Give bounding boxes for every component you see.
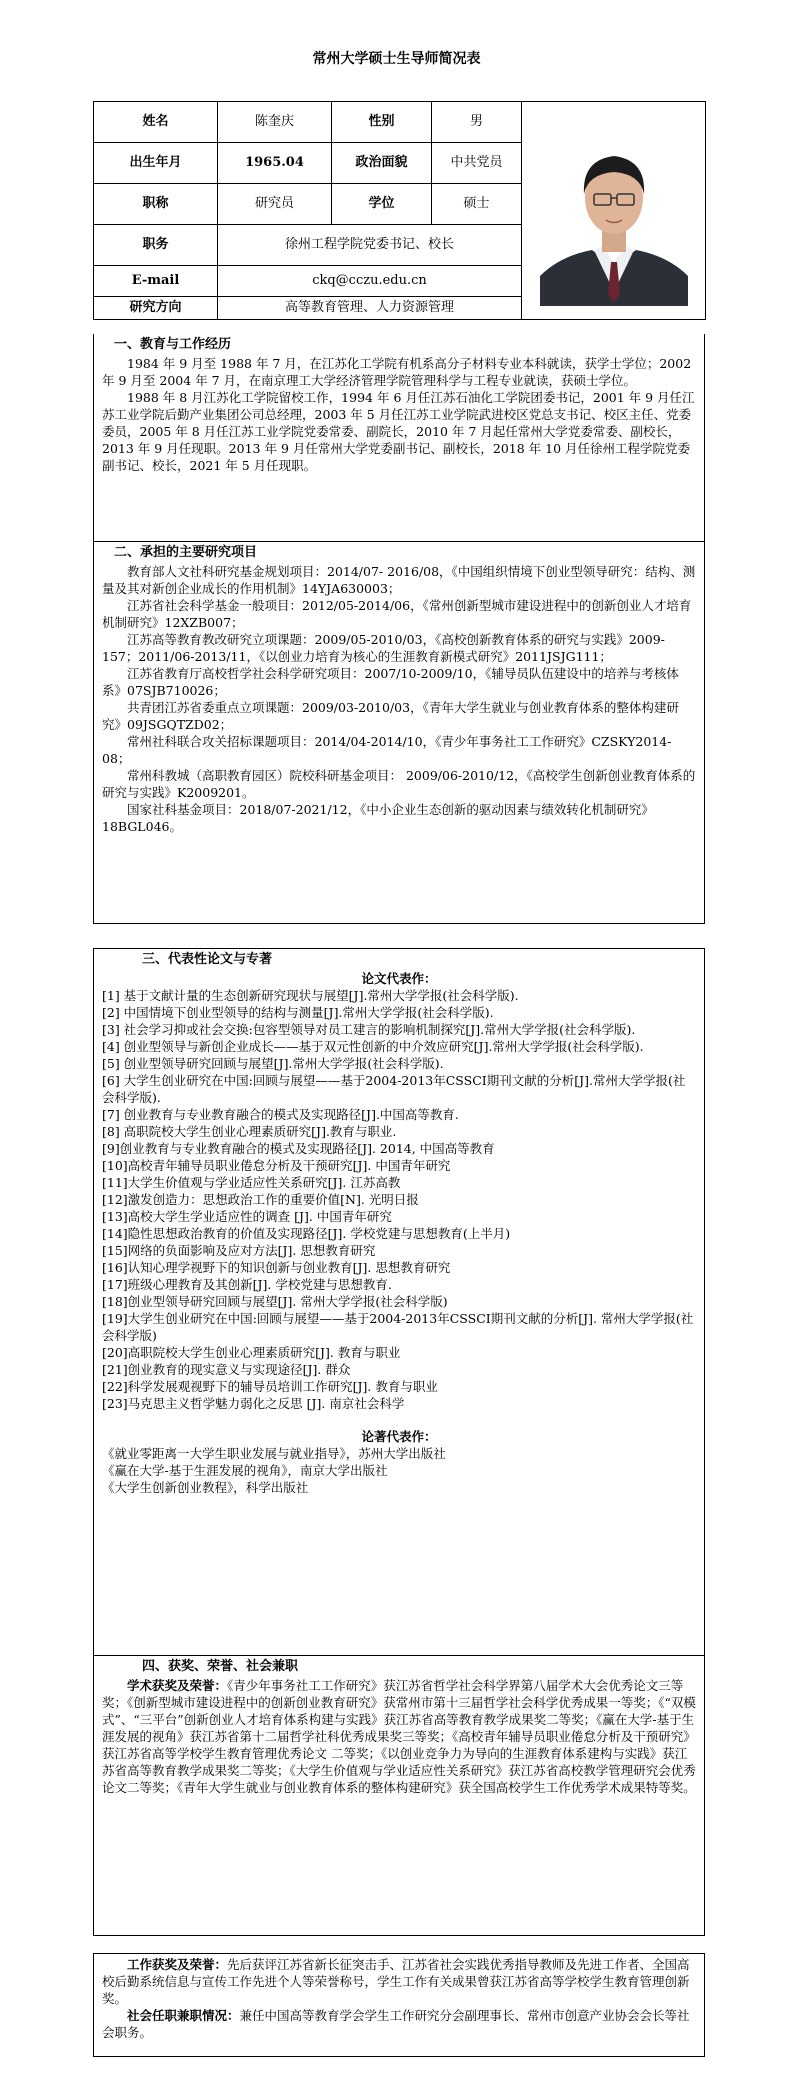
section-research-projects (93, 542, 705, 924)
email-value: ckq@cczu.edu.cn (218, 266, 522, 297)
paper-item: [17]班级心理教育及其创新[J]. 学校党建与思想教育. (102, 1276, 392, 1292)
social-roles-paragraph (102, 2007, 696, 2041)
paper-item: [13]高校大学生学业适应性的调查 [J]. 中国青年研究 (102, 1208, 392, 1224)
political-label: 政治面貌 (332, 143, 432, 184)
section-papers-books (93, 948, 705, 1656)
paper-item: [16]认知心理学视野下的知识创新与创业教育[J]. 思想教育研究 (102, 1259, 451, 1275)
social-roles-label: 社会任职兼职情况： (127, 2008, 240, 2023)
birth-value: 1965.04 (218, 143, 332, 184)
section-education-work (93, 334, 705, 542)
page-title: 常州大学硕士生导师简况表 (312, 51, 481, 67)
degree-value: 硕士 (432, 184, 522, 225)
social-roles-text: 兼任中国高等教育学会学生工作研究分会副理事长、常州市创意产业协会会长等社会职务。 (102, 2008, 690, 2040)
paper-item: [5] 创业型领导研究回顾与展望[J].常州大学学报(社会科学版). (102, 1055, 444, 1071)
gender-label: 性别 (332, 102, 432, 143)
book-item: 《大学生创新创业教程》，科学出版社 (102, 1479, 309, 1495)
degree-label: 学位 (332, 184, 432, 225)
political-value: 中共党员 (432, 143, 522, 184)
paragraph: 1984 年 9 月至 1988 年 7 月，在江苏化工学院有机系高分子材料专业本科就读，获学士学位；2002 年 9 月至 2004 年 7 月，在南京理工大学经济管理学院管理科学与工程专业就读，获硕士学位。 (102, 355, 692, 388)
book-item: 《就业零距离一大学生职业发展与就业指导》，苏州大学出版社 (102, 1445, 446, 1461)
paper-item: [21]创业教育的现实意义与实现途径[J]. 群众 (102, 1361, 351, 1377)
paragraph: 教育部人文社科研究基金规划项目：2014/07- 2016/08，《中国组织情境下创业型领导研究：结构、测量及其对新创企业成长的作用机制》14YJA630003； (102, 563, 696, 596)
paper-item: [18]创业型领导研究回顾与展望[J]. 常州大学学报(社会科学版) (102, 1293, 448, 1309)
book-item: 《赢在大学-基于生涯发展的视角》，南京大学出版社 (102, 1462, 388, 1478)
portrait-photo (540, 116, 688, 306)
paragraph: 国家社科基金项目：2018/07-2021/12，《中小企业生态创新的驱动因素与绩效转化机制研究》18BGL046。 (102, 801, 654, 834)
awards-label: 学术获奖及荣誉： (127, 1677, 228, 1693)
paper-item: [8] 高职院校大学生创业心理素质研究[J].教育与职业. (102, 1123, 397, 1139)
paragraph: 江苏高等教育教改研究立项课题：2009/05-2010/03，《高校创新教育体系的研究与实践》2009-157；2011/06-2013/11，《以创业力培育为核心的生涯教育新模式研究》2011JSJG111； (102, 631, 665, 664)
paragraph: 1988 年 8 月江苏化工学院留校工作，1994 年 6 月任江苏石油化工学院团委书记，2001 年 9 月任江苏工业学院后勤产业集团公司总经理，2003 年 5 月任江苏工业学院武进校区党总支书记、校区主任、党委委员，2005 年 8 月任江苏工业学院党委常委、副院长，2010 年 7 月起任常州大学党委常委、副校长，2013 年 9 月任现职。2013 年 9 月任常州大学党委副书记、副校长，2018 年 10 月任徐州工程学院党委副书记、校长，2021 年 5 月任现职。 (102, 389, 695, 473)
paper-item: [14]隐性思想政治教育的价值及实现路径[J]. 学校党建与思想教育(上半月) (102, 1225, 511, 1241)
paragraph: 江苏省教育厅高校哲学社会科学研究项目：2007/10-2009/10，《辅导员队伍建设中的培养与考核体系》07SJB710026； (102, 665, 679, 698)
work-honors-paragraph (102, 1956, 696, 2007)
paper-item: [9]创业教育与专业教育融合的模式及实现路径[J]. 2014, 中国高等教育 (102, 1140, 495, 1156)
paper-item: [7] 创业教育与专业教育融合的模式及实现路径[J].中国高等教育. (102, 1106, 459, 1122)
paper-item: [11]大学生价值观与学业适应性关系研究[J]. 江苏高教 (102, 1174, 401, 1190)
paper-item: [4] 创业型领导与新创企业成长——基于双元性创新的中介效应研究[J].常州大学学报(社会科学版). (102, 1038, 644, 1054)
section-work-honors (93, 1953, 705, 2057)
paper-item: [12]激发创造力：思想政治工作的重要价值[N]. 光明日报 (102, 1191, 419, 1207)
research-value: 高等教育管理、人力资源管理 (218, 297, 522, 320)
section4-title: 四、获奖、荣誉、社会兼职 (142, 1659, 299, 1674)
paper-item: [23]马克思主义哲学魅力弱化之反思 [J]. 南京社会科学 (102, 1395, 405, 1411)
email-label: E-mail (94, 266, 218, 297)
section2-title: 二、承担的主要研究项目 (114, 545, 258, 560)
paragraph: 常州社科联合攻关招标课题项目：2014/04-2014/10，《青少年事务社工工作研究》CZSKY2014-08； (102, 733, 672, 766)
paper-item: [10]高校青年辅导员职业倦怠分析及干预研究[J]. 中国青年研究 (102, 1157, 451, 1173)
work-honors-label: 工作获奖及荣誉： (127, 1957, 228, 1972)
position-value: 徐州工程学院党委书记、校长 (218, 225, 522, 266)
paper-item: [19]大学生创业研究在中国:回顾与展望——基于2004-2013年CSSCI期刊文献的分析[J]. 常州大学学报(社会科学版) (102, 1310, 694, 1343)
photo-cell (522, 102, 706, 320)
section-awards (93, 1656, 705, 1936)
awards-text: 《青少年事务社工工作研究》获江苏省哲学社会科学界第八届学术大会优秀论文三等奖；《创新型城市建设进程中的创新创业教育研究》获常州市第十三届哲学社会科学优秀成果一等奖；《“双模式”、“三平台”创新创业人才培育体系构建与实践》获江苏省高等教育教学成果奖二等奖；《赢在大学-基于生涯发展的视角》获江苏省第十二届哲学社科优秀成果奖三等奖；《高校青年辅导员职业倦怠分析及干预研究》获江苏省高等学校学生教育管理优秀论文 二等奖；《以创业竞争力为导向的生涯教育体系建构与实践》获江苏省高等教育教学成果奖二等奖；《大学生价值观与学业适应性关系研究》获江苏省高校教学管理研究会优秀论文二等奖；《青年大学生就业与创业教育体系的整体构建研究》获全国高校学生工作优秀学术成果特等奖。 (102, 1677, 696, 1795)
paper-item: [1] 基于文献计量的生态创新研究现状与展望[J].常州大学学报(社会科学版). (102, 987, 519, 1003)
gender-value: 男 (432, 102, 522, 143)
paper-item: [22]科学发展观视野下的辅导员培训工作研究[J]. 教育与职业 (102, 1378, 438, 1394)
papers-title: 论文代表作： (361, 970, 437, 986)
paper-item: [3] 社会学习抑或社会交换:包容型领导对员工建言的影响机制探究[J].常州大学学报(社会科学版). (102, 1021, 636, 1037)
paper-item: [6] 大学生创业研究在中国:回顾与展望——基于2004-2013年CSSCI期刊文献的分析[J].常州大学学报(社会科学版). (102, 1072, 686, 1105)
research-label: 研究方向 (94, 297, 218, 320)
paper-item: [2] 中国情境下创业型领导的结构与测量[J].常州大学学报(社会科学版). (102, 1004, 494, 1020)
title-value: 研究员 (218, 184, 332, 225)
paragraph: 共青团江苏省委重点立项课题：2009/03-2010/03，《青年大学生就业与创业教育体系的整体构建研究》09JSGQTZD02； (102, 699, 679, 732)
section3-title: 三、代表性论文与专著 (142, 952, 273, 967)
paragraph: 常州科教城（高职教育园区）院校科研基金项目： 2009/06-2010/12，《高校学生创新创业教育体系的研究与实践》K2009201。 (102, 767, 696, 800)
books-title: 论著代表作： (361, 1428, 437, 1444)
paper-item: [15]网络的负面影响及应对方法[J]. 思想教育研究 (102, 1242, 376, 1258)
name-label: 姓名 (94, 102, 218, 143)
position-label: 职务 (94, 225, 218, 266)
paper-item: [20]高职院校大学生创业心理素质研究[J]. 教育与职业 (102, 1344, 401, 1360)
name-value: 陈奎庆 (218, 102, 332, 143)
portrait-illustration (540, 116, 688, 306)
section1-title: 一、教育与工作经历 (114, 337, 232, 352)
awards-paragraph (102, 1677, 696, 1796)
birth-label: 出生年月 (94, 143, 218, 184)
title-label: 职称 (94, 184, 218, 225)
basic-info-table (93, 101, 706, 320)
work-honors-text: 先后获评江苏省新长征突击手、江苏省社会实践优秀指导教师及先进工作者、全国高校后勤系统信息与宣传工作先进个人等荣誉称号，学生工作有关成果曾获江苏省高等学校学生教育管理创新奖。 (102, 1957, 690, 2006)
paragraph: 江苏省社会科学基金一般项目：2012/05-2014/06，《常州创新型城市建设进程中的创新创业人才培育机制研究》12XZB007； (102, 597, 692, 630)
